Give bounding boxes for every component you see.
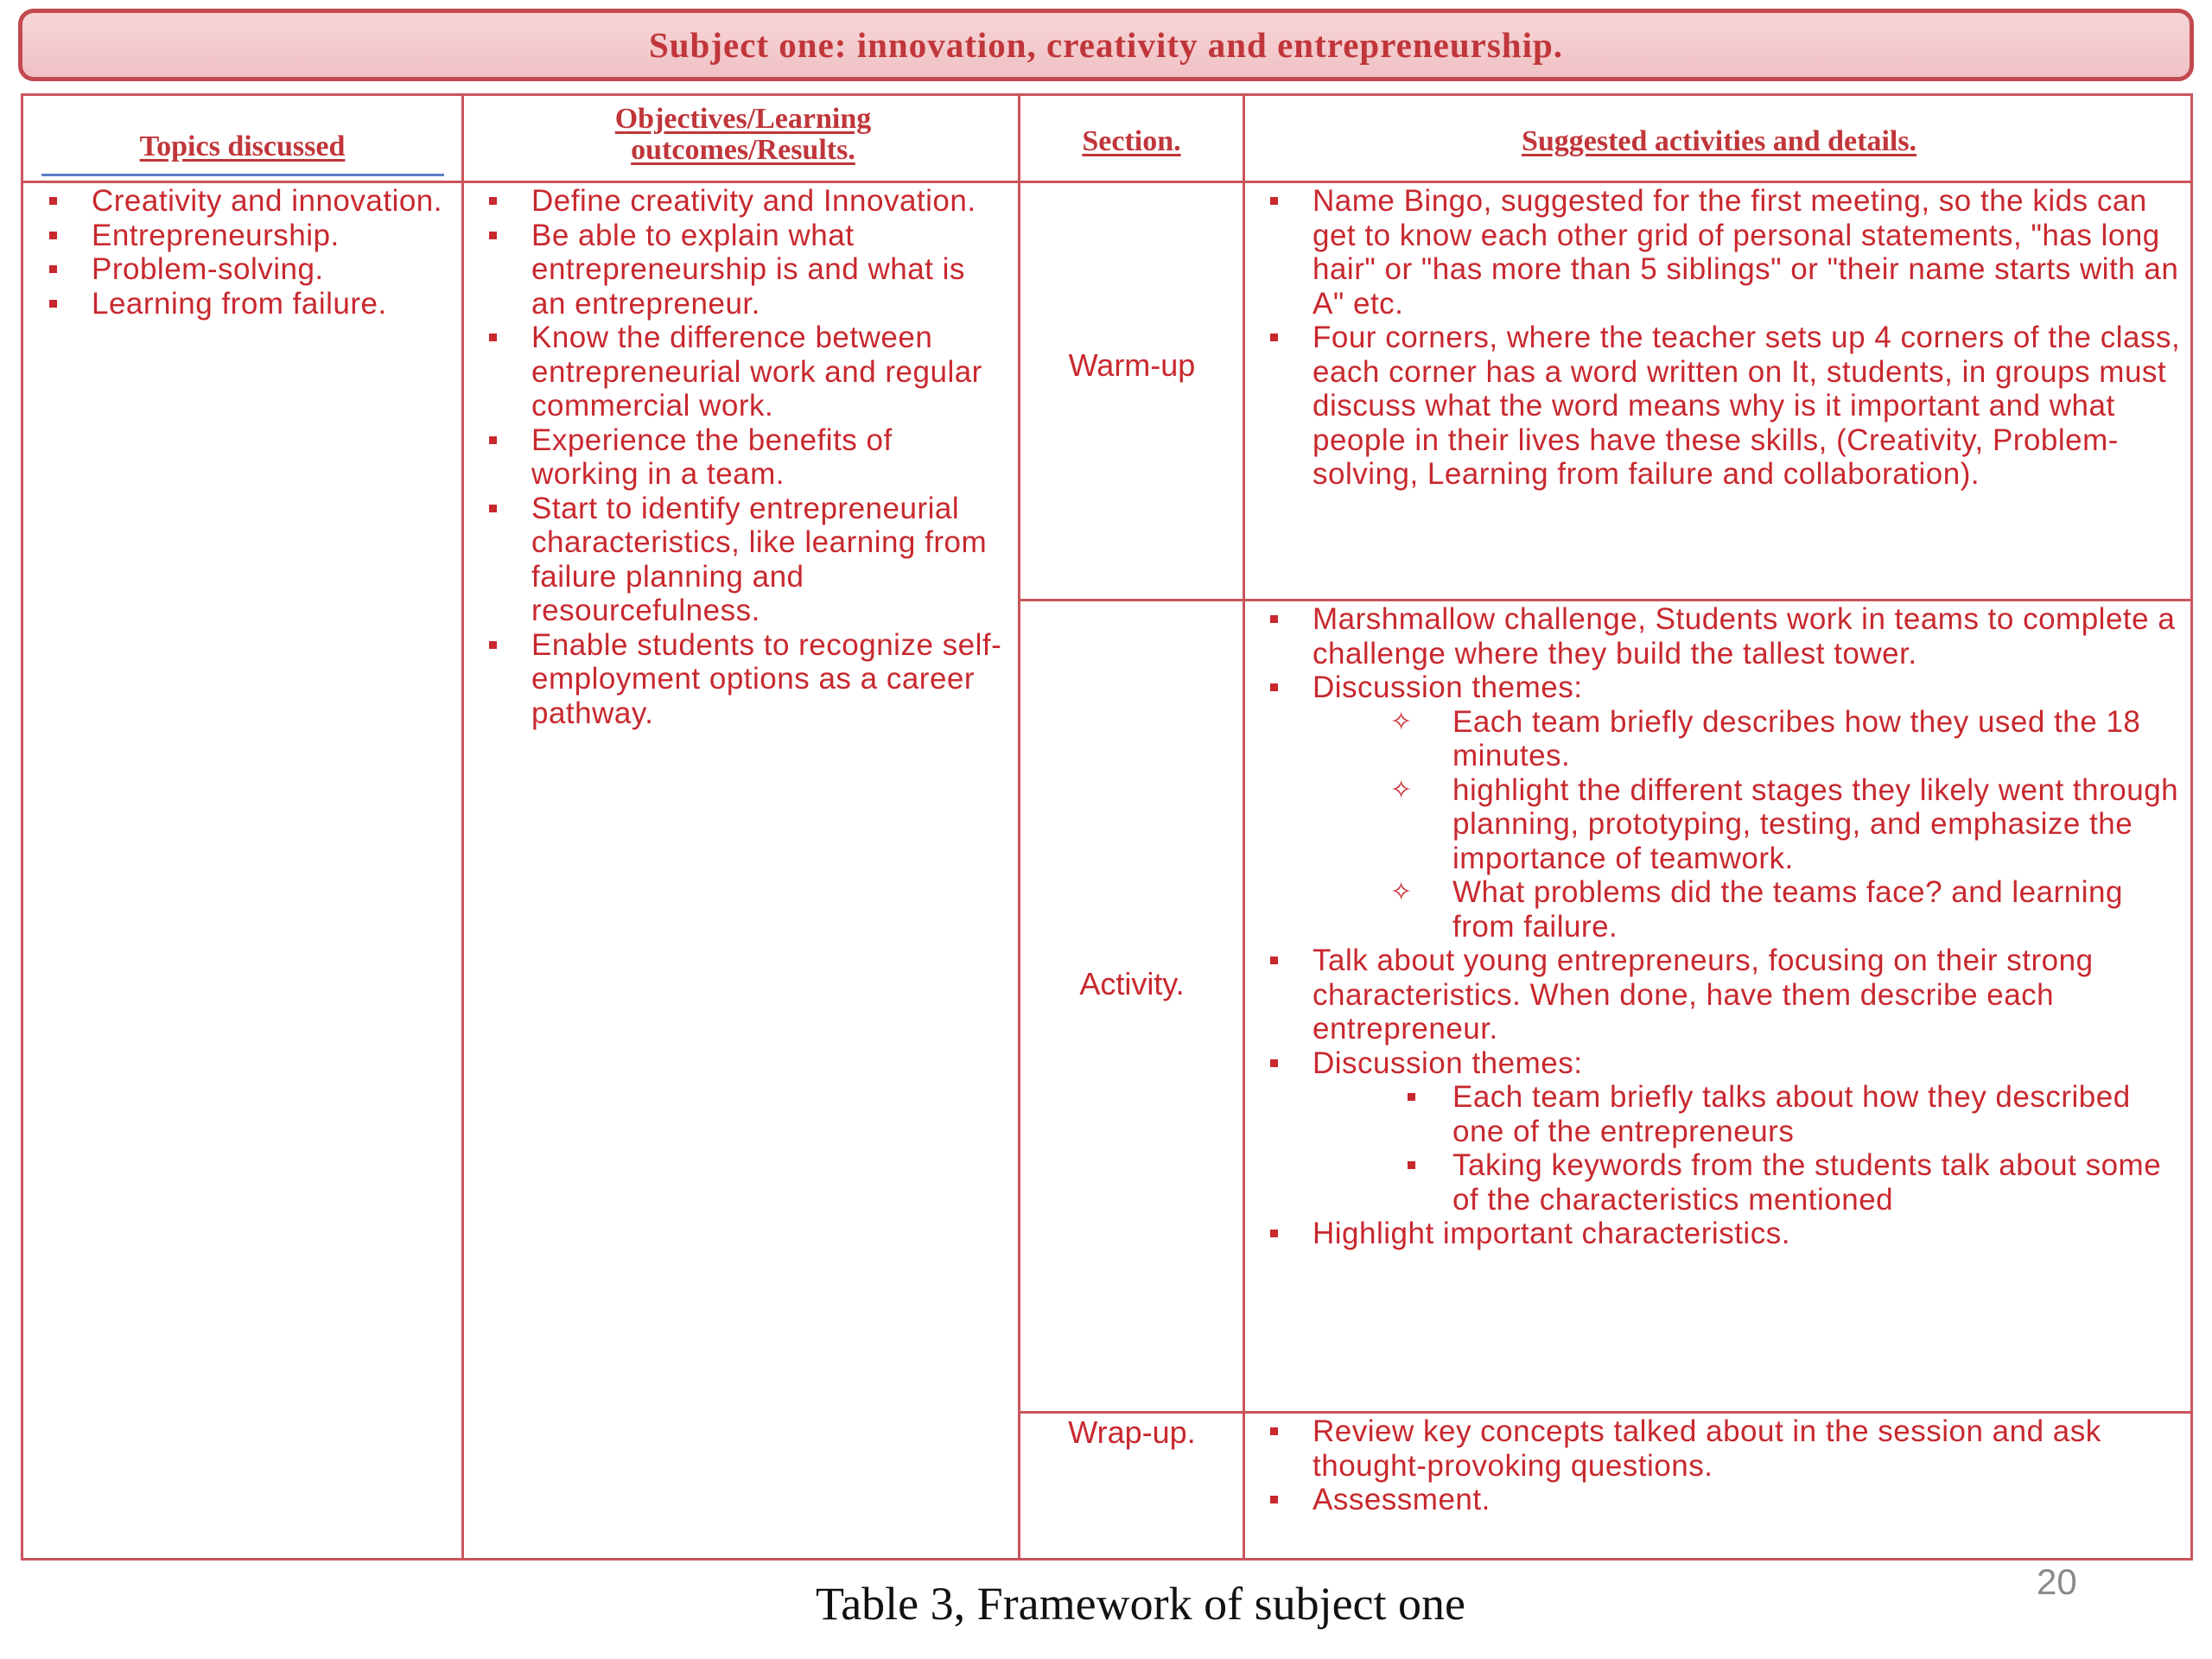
objective-item: Define creativity and Innovation. (466, 184, 1003, 219)
wrapup-item: Assessment. (1247, 1483, 2190, 1517)
activity-item: Marshmallow challenge, Students work in teams to complete a challenge where they build the tallest tower. (1247, 602, 2190, 671)
header-objectives: Objectives/Learning outcomes/Results. (614, 103, 872, 166)
column-divider (1018, 93, 1020, 1560)
discussion-subitem: ✧ Each team briefly describes how they used the 18 minutes. (1247, 705, 2190, 773)
activity-item: Talk about young entrepreneurs, focusing on their strong characteristics. When done, have them describe each entrepreneur. (1247, 944, 2190, 1046)
topic-item: Entrepreneurship. (26, 219, 454, 253)
objective-item: Know the difference between entrepreneurial work and regular commercial work. (466, 321, 1003, 423)
topic-item: Learning from failure. (26, 287, 454, 321)
topic-item: Problem-solving. (26, 252, 454, 287)
section-warmup: Warm-up (1068, 347, 1196, 383)
header-topics: Topics discussed (139, 130, 346, 162)
warmup-activities-cell (1247, 184, 2190, 492)
topic-item: Creativity and innovation. (26, 184, 454, 219)
header-underline-rule (41, 174, 444, 176)
activity-item: Highlight important characteristics. (1247, 1217, 2190, 1251)
activity-item: Discussion themes: (1247, 671, 2190, 705)
wrapup-item: Review key concepts talked about in the session and ask thought-provoking questions. (1247, 1414, 2190, 1483)
activity-wrapup-divider (1018, 1411, 2193, 1414)
header-section: Section. (1082, 125, 1181, 157)
column-divider (1243, 93, 1245, 1560)
header-activities: Suggested activities and details. (1521, 125, 1917, 157)
objective-item: Enable students to recognize self-employment options as a career pathway. (466, 628, 1003, 731)
warmup-activity-divider (1018, 599, 2193, 601)
discussion-subitem: ✧ What problems did the teams face? and learning from failure. (1247, 875, 2190, 944)
objective-item: Start to identify entrepreneurial characteristics, like learning from failure planning and resourcefulness. (466, 492, 1003, 628)
discussion-subitem: ✧ highlight the different stages they likely went through planning, prototyping, testing, and emphasize the importance of teamwork. (1247, 773, 2190, 876)
section-activity: Activity. (1079, 966, 1185, 1001)
wrapup-details-cell (1247, 1414, 2190, 1517)
topics-cell (26, 184, 454, 321)
discussion-subitem: Each team briefly talks about how they described one of the entrepreneurs (1247, 1080, 2190, 1148)
objective-item: Be able to explain what entrepreneurship is and what is an entrepreneur. (466, 219, 1003, 321)
table-caption: Table 3, Framework of subject one (816, 1578, 1465, 1630)
warmup-item: Four corners, where the teacher sets up 4 corners of the class, each corner has a word written on It, students, in groups must discuss what the word means why is it important and what people in their lives have these skills, (Creativity, Problem-solving, Learning from failure and collaboration). (1247, 321, 2190, 492)
objective-item: Experience the benefits of working in a team. (466, 423, 1003, 492)
column-divider (461, 93, 464, 1560)
subject-title-banner (18, 9, 2194, 81)
section-wrapup: Wrap-up. (1068, 1414, 1196, 1450)
objectives-cell (466, 184, 1003, 730)
page-number: 20 (2037, 1561, 2077, 1602)
discussion-subitem: Taking keywords from the students talk about some of the characteristics mentioned (1247, 1148, 2190, 1217)
header-row-divider (21, 181, 2193, 183)
subject-title: Subject one: innovation, creativity and entrepreneurship. (648, 25, 1564, 65)
warmup-item: Name Bingo, suggested for the first meeting, so the kids can get to know each other grid of personal statements, "has long hair" or "has more than 5 siblings" or "their name starts with an A" etc. (1247, 184, 2190, 321)
activity-details-cell (1247, 602, 2190, 1251)
activity-item: Discussion themes: (1247, 1046, 2190, 1081)
